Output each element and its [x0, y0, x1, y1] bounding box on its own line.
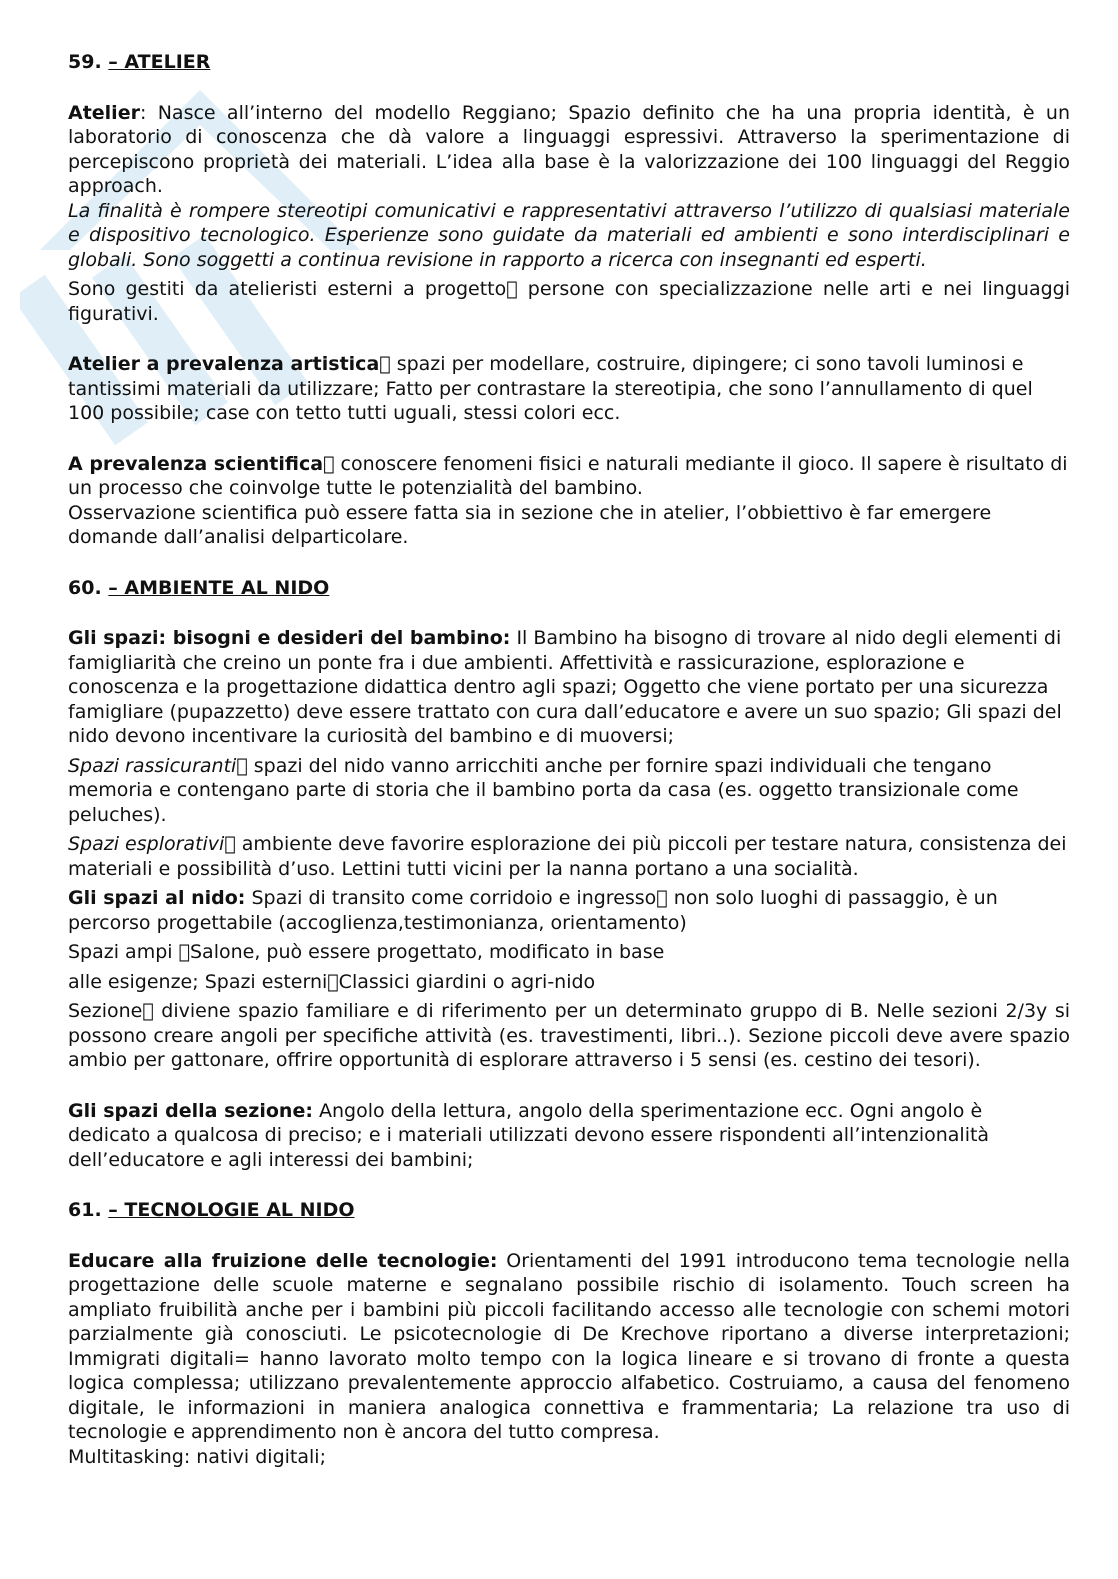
paragraph-artistica — [68, 352, 1070, 426]
paragraph-gestiti — [68, 277, 1070, 326]
paragraph-scientifica — [68, 452, 1070, 501]
term-label: A prevalenza scientifica — [68, 452, 324, 475]
paragraph-text: : Nasce all’interno del modello Reggiano; Spazio definito che ha una propria identità, è un laboratorio di conoscenza che dà valore a linguaggi espressivi. Attraverso la sperimentazione di percepiscono proprietà dei materiali. L’idea alla base è la valorizzazione dei 100 linguaggi del Reggio approach. — [68, 101, 1070, 197]
paragraph-text: Sono gestiti da atelieristi esterni a progetto persone con specializzazione nelle arti e nei linguaggi figurativi. — [68, 278, 1070, 325]
section-61-heading — [68, 1198, 1070, 1223]
paragraph-text: Osservazione scientifica può essere fatta sia in sezione che in atelier, l’obbiettivo è far emergere domande dall’analisi delparticolare. — [68, 501, 992, 548]
paragraph-spazi-sezione — [68, 1099, 1070, 1173]
section-59-heading — [68, 50, 1070, 75]
paragraph-atelier — [68, 101, 1070, 199]
term-label: Atelier — [68, 101, 140, 124]
term-label: Atelier a prevalenza artistica — [68, 353, 380, 375]
paragraph-sezione — [68, 999, 1070, 1073]
paragraph-spazi-ampi — [68, 940, 1070, 965]
paragraph-text: spazi del nido vanno arricchiti anche per fornire spazi individuali che tengano memoria e contengano parte di storia che il bambino porta da casa (es. oggetto transizionale come peluches). — [68, 754, 1019, 826]
paragraph-finalita — [68, 199, 1070, 273]
paragraph-tecnologie — [68, 1249, 1070, 1445]
paragraph-text: Angolo della lettura, angolo della sperimentazione ecc. Ogni angolo è dedicato a qualcosa di preciso; e i materiali utilizzati devono essere rispondenti all’intenzionalità dell’educatore e agli interessi dei bambini; — [68, 1099, 990, 1171]
document-page — [68, 50, 1070, 1469]
paragraph-text: Spazi ampi Salone, può essere progettato, modificato in base — [68, 941, 653, 963]
paragraph-text: conoscere fenomeni fisici e naturali mediante il gioco. Il sapere è risultato di un processo che coinvolge tutte le potenzialità del bambino. — [68, 452, 1057, 499]
italic-term: Spazi rassicuranti — [68, 754, 237, 777]
term-label: Educare alla fruizione delle tecnologie: — [68, 1249, 498, 1272]
paragraph-esigenze — [68, 970, 1070, 995]
paragraph-esplorativi — [68, 832, 1070, 881]
term-label: Gli spazi: bisogni e desideri del bambino: — [68, 627, 511, 649]
paragraph-text: ambiente deve favorire esplorazione dei più piccoli per testare natura, consistenza dei materiali e possibilità d’uso. Lettini tutti vicini per la nanna portano a una socialità. — [68, 833, 1056, 880]
section-60-heading — [68, 576, 1070, 601]
paragraph-text: Multitasking: nativi digitali; — [68, 1445, 326, 1468]
paragraph-bisogni — [68, 626, 1070, 749]
italic-text: La finalità è rompere stereotipi comunicativi e rappresentativi attraverso l’utilizzo di qualsiasi materiale e dispositivo tecnologico. Esperienze sono guidate da materiali ed ambienti e sono interdisciplinari e globali. Sono soggetti a continua revisione in rapporto a ricerca con insegnanti ed esperti. — [68, 199, 1070, 271]
section-number: 61. — [68, 1199, 102, 1221]
section-title: – TECNOLOGIE AL NIDO — [108, 1199, 355, 1221]
italic-term: Spazi esplorativi — [68, 833, 225, 855]
paragraph-multitasking — [68, 1445, 1070, 1470]
section-number: 60. — [68, 576, 102, 599]
paragraph-rassicuranti — [68, 754, 1070, 828]
paragraph-text: alle esigenze; Spazi esterni Classici giardini o agri-nido — [68, 970, 590, 993]
term-label: Gli spazi al nido: — [68, 887, 246, 909]
term-label: Gli spazi della sezione: — [68, 1099, 313, 1122]
paragraph-osservazione — [68, 501, 1070, 550]
paragraph-text: Spazi di transito come corridoio e ingresso non solo luoghi di passaggio, è un percorso progettabile (accoglienza,testimonianza, orientamento) — [68, 887, 987, 934]
paragraph-spazi-nido — [68, 886, 1070, 935]
section-number: 59. — [68, 51, 102, 73]
paragraph-text: Il Bambino ha bisogno di trovare al nido degli elementi di famigliarità che creino un ponte fra i due ambienti. Affettività e rassicurazione, esplorazione e conoscenza e la progettazione didattica dentro agli spazi; Oggetto che viene portato per una sicurezza famigliare (pupazzetto) deve essere trattato con cura dall’educatore e avere un suo spazio; Gli spazi del nido devono incentivare la curiosità del bambino e di muoversi; — [68, 627, 1062, 747]
section-title: – ATELIER — [108, 51, 211, 73]
paragraph-text: Orientamenti del 1991 introducono tema tecnologie nella progettazione delle scuole materne e segnalano possibile rischio di isolamento. Touch screen ha ampliato fruibilità anche per i bambini più piccoli facilitando accesso alle tecnologie con schemi motori parzialmente già conosciuti. Le psicotecnologie di De Krechove riportano a diverse interpretazioni; Immigrati digitali= hanno lavorato molto tempo con la logica lineare e si trovano di fronte a questa logica complessa; utilizzano prevalentemente approccio alfabetico. Costruiamo, a causa del fenomeno digitale, le informazioni in maniera analogica connettiva e frammentaria; La relazione tra uso di tecnologie e apprendimento non è ancora del tutto compresa. — [68, 1249, 1070, 1443]
paragraph-text: Sezione diviene spazio familiare e di riferimento per un determinato gruppo di B. Nelle sezioni 2/3y si possono creare angoli per specifiche attività (es. travestimenti, libri..). Sezione piccoli deve avere spazio ambio per gattonare, offrire opportunità di esplorare attraverso i 5 sensi (es. cestino dei tesori). — [68, 1000, 1070, 1071]
paragraph-text: spazi per modellare, costruire, dipingere; ci sono tavoli luminosi e tantissimi materiali da utilizzare; Fatto per contrastare la stereotipia, che sono l’annullamento di quel 100 possibile; case con tetto tutti uguali, stessi colori ecc. — [68, 353, 1033, 424]
section-title: – AMBIENTE AL NIDO — [108, 576, 330, 599]
